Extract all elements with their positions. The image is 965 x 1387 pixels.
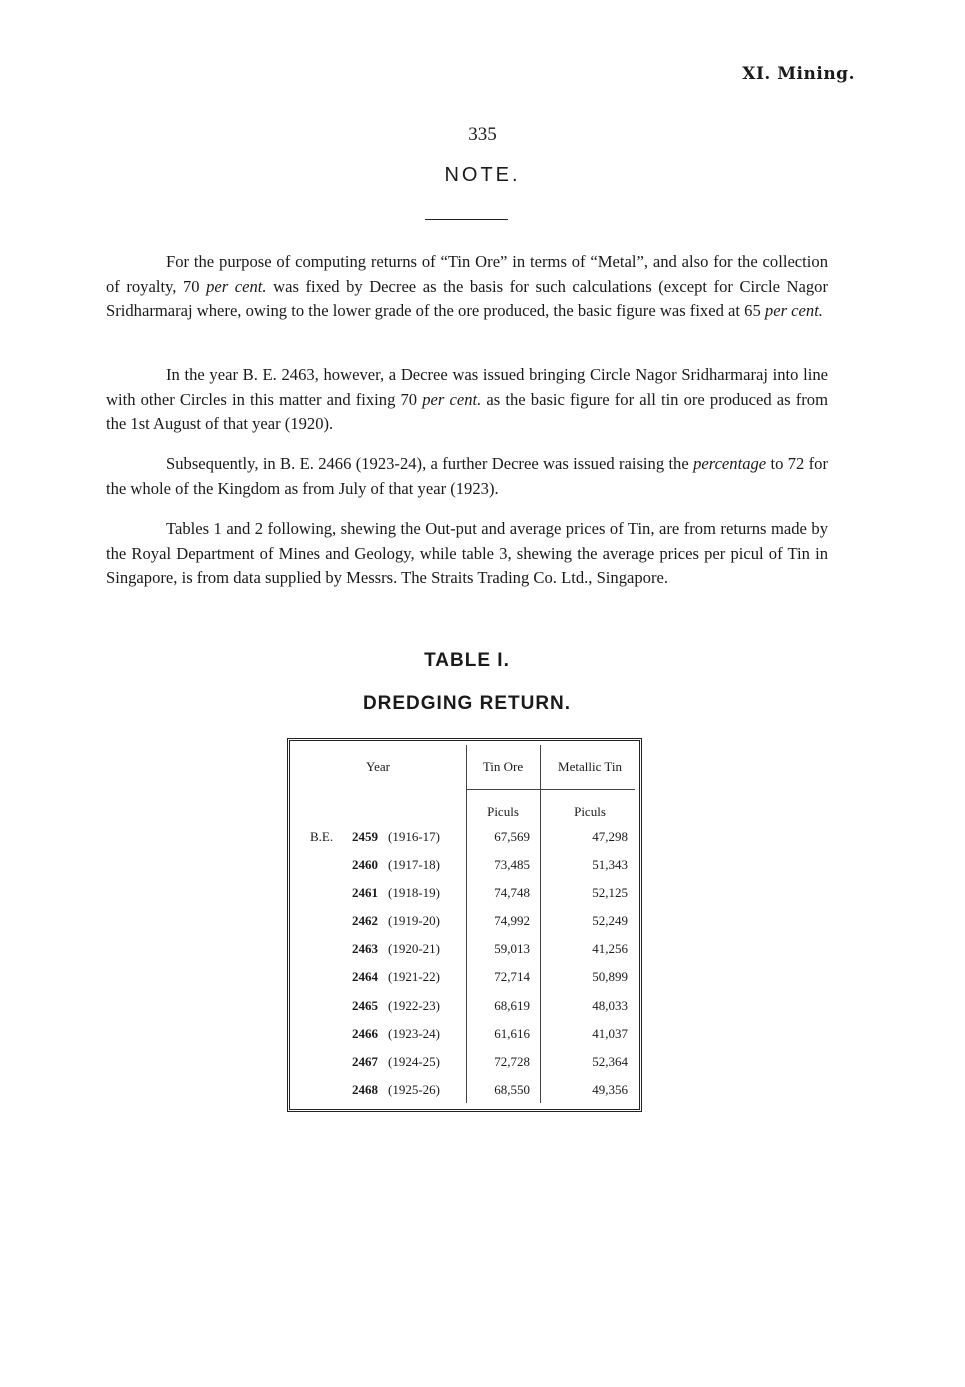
column-header-metallic-tin: Metallic Tin <box>558 759 622 774</box>
metallic-tin-cell: 48,033 <box>592 997 628 1013</box>
era-cell: B.E. <box>310 829 334 844</box>
page-number: 335 <box>468 124 497 145</box>
table-row <box>290 857 639 885</box>
tin-ore-cell: 68,619 <box>494 997 530 1013</box>
ce-year-cell: (1916-17) <box>388 829 440 844</box>
tin-ore-cell: 74,748 <box>494 885 530 901</box>
running-head: XI. Mining. <box>742 64 855 84</box>
table-subtitle: DREDGING RETURN. <box>362 693 572 714</box>
header-divider <box>466 789 635 790</box>
column-header-year: Year <box>366 759 390 774</box>
metallic-tin-cell: 47,298 <box>592 829 628 844</box>
be-year-cell: 2459 <box>352 829 378 844</box>
table-body <box>290 829 639 1110</box>
italic-run: per cent. <box>422 389 482 409</box>
tin-ore-cell: 67,569 <box>494 829 530 844</box>
metallic-tin-cell: 52,364 <box>592 1053 628 1069</box>
metallic-tin-cell: 51,343 <box>592 857 628 873</box>
unit-label-metallic-tin: Piculs <box>574 804 606 819</box>
ce-year-cell: (1917-18) <box>388 857 440 873</box>
ce-year-cell: (1920-21) <box>388 941 440 957</box>
be-year-cell: 2467 <box>352 1053 378 1069</box>
text-run: to 72 for the whole of the Kingdom as from July of that year (1923). <box>106 454 829 498</box>
be-year-cell: 2468 <box>352 1081 378 1097</box>
paragraph-decree-2463 <box>106 363 828 437</box>
metallic-tin-cell: 50,899 <box>592 969 628 985</box>
tin-ore-cell: 72,714 <box>494 969 530 985</box>
text-run: In the year B. E. 2463, however, a Decree was issued bringing Circle Nagor Sridharmaraj into line with other Circles in this matter and fixing 70 <box>106 365 828 409</box>
tin-ore-cell: 59,013 <box>494 941 530 957</box>
table-row <box>290 885 639 913</box>
ce-year-cell: (1925-26) <box>388 1081 440 1097</box>
text-run: as the basic figure for all tin ore produced as from the 1st August of that year (1920). <box>106 389 829 433</box>
ce-year-cell: (1921-22) <box>388 969 440 985</box>
paragraph-table-sources <box>106 517 828 591</box>
table-row <box>290 913 639 941</box>
ce-year-cell: (1922-23) <box>388 997 440 1013</box>
be-year-cell: 2465 <box>352 997 378 1013</box>
table-title: TABLE I. <box>424 650 510 671</box>
table-row <box>290 1026 639 1054</box>
metallic-tin-cell: 49,356 <box>592 1081 628 1097</box>
unit-label-tin-ore: Piculs <box>487 804 519 819</box>
table-row <box>290 998 639 1026</box>
ce-year-cell: (1918-19) <box>388 885 440 901</box>
be-year-cell: 2464 <box>352 969 378 985</box>
metallic-tin-cell: 52,125 <box>592 885 628 901</box>
table-row <box>290 1082 639 1110</box>
metallic-tin-cell: 41,037 <box>592 1025 628 1041</box>
column-header-tin-ore: Tin Ore <box>482 759 524 774</box>
ce-year-cell: (1919-20) <box>388 913 440 929</box>
text-run: Subsequently, in B. E. 2466 (1923-24), a further Decree was issued raising the <box>166 454 694 473</box>
dredging-return-table <box>287 738 642 1112</box>
be-year-cell: 2461 <box>352 885 378 901</box>
text-run: For the purpose of computing returns of “Tin Ore” in terms of “Metal”, and also for the collection of royalty, 70 <box>106 252 828 296</box>
tin-ore-cell: 73,485 <box>494 857 530 873</box>
metallic-tin-cell: 41,256 <box>592 941 628 957</box>
tin-ore-cell: 72,728 <box>494 1053 530 1069</box>
italic-run: percentage <box>693 454 767 473</box>
table-row <box>290 1054 639 1082</box>
text-run: Tables 1 and 2 following, shewing the Out-put and average prices of Tin, are from returns made by the Royal Department of Mines and Geology, while table 3, shewing the average prices per picul of Tin in Singapore, is from data supplied by Messrs. The Straits Trading Co. Ltd., Singapore. <box>106 519 828 587</box>
be-year-cell: 2460 <box>352 857 378 873</box>
ce-year-cell: (1923-24) <box>388 1025 440 1041</box>
table-row <box>290 941 639 969</box>
tin-ore-cell: 61,616 <box>494 1025 530 1041</box>
italic-run: per cent. <box>764 301 823 320</box>
heading-rule <box>425 219 508 220</box>
be-year-cell: 2463 <box>352 941 378 957</box>
table-row <box>290 829 639 857</box>
italic-run: per cent. <box>206 276 267 296</box>
paragraph-decree-2466 <box>106 452 828 501</box>
text-run: was fixed by Decree as the basis for such calculations (except for Circle Nagor Sridharmaraj where, owing to the lower grade of the ore produced, the basic figure was fixed at 65 <box>106 276 829 320</box>
metallic-tin-cell: 52,249 <box>592 913 628 929</box>
section-heading: NOTE. <box>444 164 521 186</box>
tin-ore-cell: 74,992 <box>494 913 530 929</box>
table-row <box>290 969 639 997</box>
tin-ore-cell: 68,550 <box>494 1081 530 1097</box>
paragraph-royalty-basis <box>106 250 828 324</box>
be-year-cell: 2462 <box>352 913 378 929</box>
be-year-cell: 2466 <box>352 1025 378 1041</box>
ce-year-cell: (1924-25) <box>388 1053 440 1069</box>
